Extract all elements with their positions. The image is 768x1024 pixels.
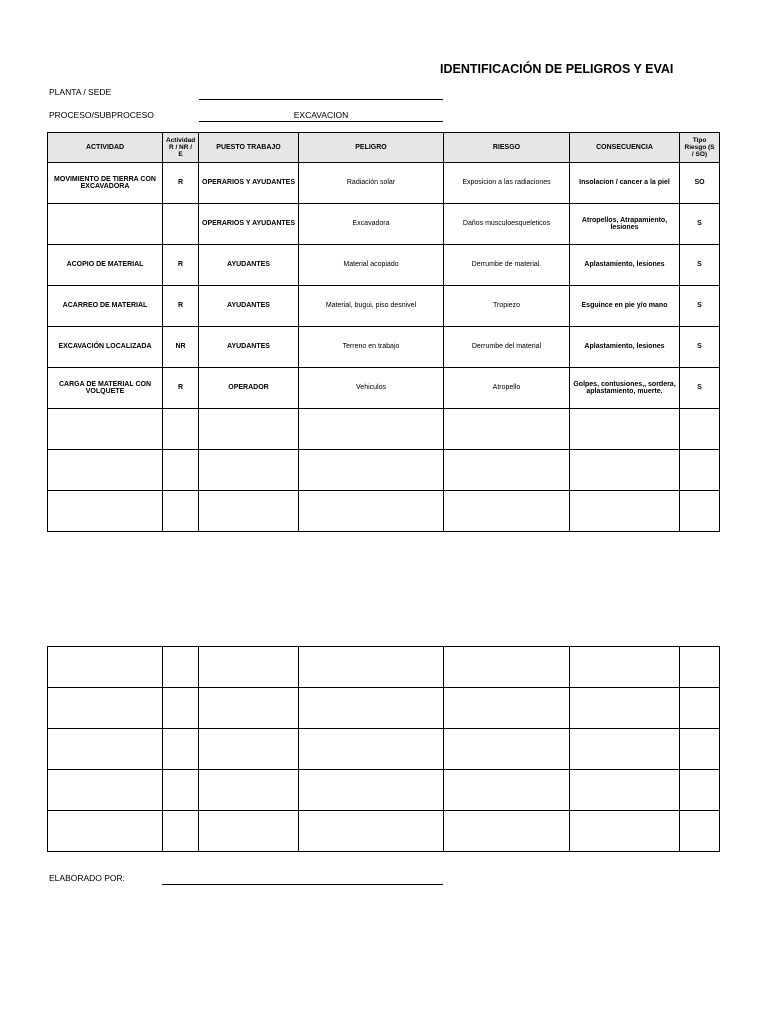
cell-rnr	[163, 729, 199, 770]
cell-puesto: AYUDANTES	[199, 245, 299, 286]
cell-actividad	[48, 409, 163, 450]
cell-consecuencia: Atropellos, Atrapamiento, lesiones	[570, 204, 680, 245]
cell-puesto	[199, 811, 299, 852]
cell-puesto	[199, 409, 299, 450]
cell-puesto	[199, 729, 299, 770]
cell-peligro	[299, 409, 444, 450]
table-row-empty	[48, 491, 720, 532]
cell-peligro	[299, 729, 444, 770]
cell-puesto: AYUDANTES	[199, 286, 299, 327]
cell-riesgo	[444, 409, 570, 450]
cell-tipo	[680, 770, 720, 811]
cell-consecuencia	[570, 491, 680, 532]
cell-tipo	[680, 450, 720, 491]
cell-actividad: ACARREO DE MATERIAL	[48, 286, 163, 327]
cell-tipo: S	[680, 286, 720, 327]
cell-actividad	[48, 770, 163, 811]
table-row-empty	[48, 409, 720, 450]
cell-peligro	[299, 450, 444, 491]
cell-tipo	[680, 491, 720, 532]
cell-riesgo	[444, 491, 570, 532]
cell-tipo: SO	[680, 163, 720, 204]
cell-rnr	[163, 688, 199, 729]
table-row	[48, 245, 720, 286]
cell-peligro	[299, 688, 444, 729]
cell-rnr	[163, 409, 199, 450]
cell-puesto: OPERADOR	[199, 368, 299, 409]
cell-tipo: S	[680, 204, 720, 245]
cell-rnr	[163, 491, 199, 532]
cell-actividad	[48, 729, 163, 770]
cell-riesgo: Derrumbe de material.	[444, 245, 570, 286]
table-row-empty	[48, 811, 720, 852]
cell-riesgo: Derrumbe del material	[444, 327, 570, 368]
cell-consecuencia: Golpes, contusiones,, sordera, aplastamiento, muerte.	[570, 368, 680, 409]
cell-puesto	[199, 770, 299, 811]
cell-puesto: AYUDANTES	[199, 327, 299, 368]
cell-puesto	[199, 450, 299, 491]
hazard-table-continued	[47, 646, 720, 852]
cell-consecuencia	[570, 409, 680, 450]
cell-actividad	[48, 204, 163, 245]
table-row-empty	[48, 729, 720, 770]
planta-line	[199, 99, 443, 100]
cell-tipo	[680, 688, 720, 729]
table-row-empty	[48, 770, 720, 811]
cell-rnr	[163, 204, 199, 245]
cell-actividad	[48, 647, 163, 688]
table-row	[48, 204, 720, 245]
cell-rnr	[163, 647, 199, 688]
cell-rnr: R	[163, 245, 199, 286]
cell-consecuencia	[570, 688, 680, 729]
cell-riesgo	[444, 450, 570, 491]
cell-consecuencia	[570, 647, 680, 688]
cell-peligro: Terreno en trabajo	[299, 327, 444, 368]
cell-tipo	[680, 811, 720, 852]
cell-puesto: OPERARIOS Y AYUDANTES	[199, 204, 299, 245]
col-peligro: PELIGRO	[299, 133, 444, 163]
cell-tipo: S	[680, 327, 720, 368]
elaborado-line	[162, 884, 443, 885]
table-row	[48, 286, 720, 327]
cell-consecuencia	[570, 729, 680, 770]
cell-tipo: S	[680, 368, 720, 409]
cell-consecuencia: Aplastamiento, lesiones	[570, 327, 680, 368]
cell-actividad: MOVIMIENTO DE TIERRA CON EXCAVADORA	[48, 163, 163, 204]
cell-rnr: R	[163, 286, 199, 327]
table-row-empty	[48, 647, 720, 688]
col-actividad: ACTIVIDAD	[48, 133, 163, 163]
cell-tipo: S	[680, 245, 720, 286]
cell-actividad	[48, 811, 163, 852]
col-tipo-riesgo: Tipo Riesgo (S / SO)	[680, 133, 720, 163]
cell-riesgo	[444, 770, 570, 811]
cell-tipo	[680, 647, 720, 688]
col-consecuencia: CONSECUENCIA	[570, 133, 680, 163]
cell-puesto	[199, 491, 299, 532]
cell-rnr: NR	[163, 327, 199, 368]
cell-rnr: R	[163, 368, 199, 409]
cell-rnr	[163, 450, 199, 491]
cell-tipo	[680, 729, 720, 770]
col-riesgo: RIESGO	[444, 133, 570, 163]
cell-riesgo	[444, 647, 570, 688]
col-rnre: Actividad R / NR / E	[163, 133, 199, 163]
planta-label: PLANTA / SEDE	[49, 87, 112, 97]
elaborado-label: ELABORADO POR:	[49, 873, 126, 883]
cell-rnr	[163, 770, 199, 811]
cell-consecuencia	[570, 770, 680, 811]
cell-puesto	[199, 647, 299, 688]
cell-peligro: Excavadora	[299, 204, 444, 245]
cell-actividad	[48, 450, 163, 491]
document-title: IDENTIFICACIÓN DE PELIGROS Y EVAI	[440, 62, 674, 76]
cell-consecuencia	[570, 811, 680, 852]
cell-riesgo: Atropello	[444, 368, 570, 409]
cell-riesgo: Exposicion a las radiaciones	[444, 163, 570, 204]
cell-actividad: EXCAVACIÓN LOCALIZADA	[48, 327, 163, 368]
cell-peligro: Material acopiado	[299, 245, 444, 286]
cell-riesgo	[444, 688, 570, 729]
cell-actividad	[48, 491, 163, 532]
table-header-row	[48, 133, 720, 163]
proceso-line	[199, 121, 443, 122]
cell-consecuencia: Aplastamiento, lesiones	[570, 245, 680, 286]
cell-peligro: Material, bugui, piso desnivel	[299, 286, 444, 327]
cell-riesgo: Daños musculoesqueleticos	[444, 204, 570, 245]
cell-consecuencia: Insolacion / cancer a la piel	[570, 163, 680, 204]
cell-riesgo: Tropiezo	[444, 286, 570, 327]
cell-puesto	[199, 688, 299, 729]
cell-actividad	[48, 688, 163, 729]
table-row	[48, 368, 720, 409]
cell-actividad: CARGA DE MATERIAL CON VOLQUETE	[48, 368, 163, 409]
cell-consecuencia	[570, 450, 680, 491]
cell-peligro	[299, 770, 444, 811]
cell-peligro	[299, 647, 444, 688]
cell-puesto: OPERARIOS Y AYUDANTES	[199, 163, 299, 204]
cell-actividad: ACOPIO DE MATERIAL	[48, 245, 163, 286]
cell-peligro: Radiación solar	[299, 163, 444, 204]
cell-peligro	[299, 811, 444, 852]
cell-peligro: Vehiculos	[299, 368, 444, 409]
table-row	[48, 163, 720, 204]
cell-riesgo	[444, 811, 570, 852]
cell-peligro	[299, 491, 444, 532]
cell-riesgo	[444, 729, 570, 770]
cell-consecuencia: Esguince en pie y/o mano	[570, 286, 680, 327]
table-row-empty	[48, 688, 720, 729]
cell-rnr	[163, 811, 199, 852]
table-row	[48, 327, 720, 368]
proceso-label: PROCESO/SUBPROCESO	[49, 110, 154, 120]
table-row-empty	[48, 450, 720, 491]
col-puesto: PUESTO TRABAJO	[199, 133, 299, 163]
cell-tipo	[680, 409, 720, 450]
hazard-table	[47, 132, 720, 532]
cell-rnr: R	[163, 163, 199, 204]
proceso-value: EXCAVACION	[293, 110, 349, 120]
